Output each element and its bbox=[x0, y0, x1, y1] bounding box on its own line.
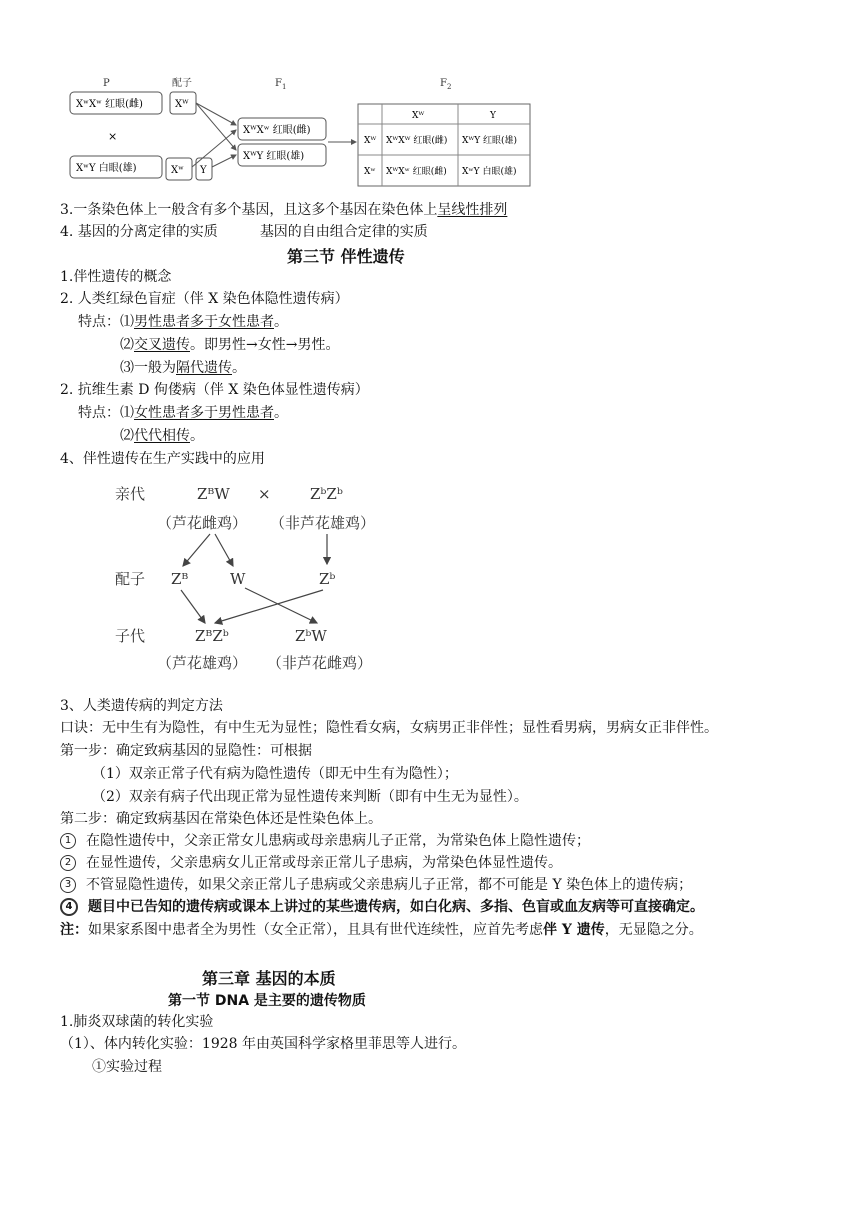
offspring-male-label: （芦花雄鸡） bbox=[157, 654, 248, 672]
feature-1: 特点：⑴男性患者多于女性患者。 bbox=[78, 314, 288, 330]
feature-2: ⑵代代相传。 bbox=[120, 428, 204, 444]
item-1: 1.伴性遗传的概念 bbox=[60, 269, 172, 285]
parent-female-label: （芦花雌鸡） bbox=[157, 514, 248, 532]
col-f1-label: $F_1$ bbox=[275, 78, 287, 91]
cross-sign: × bbox=[108, 130, 118, 143]
chapter-section-title: 第一节 DNA 是主要的遗传物质 bbox=[168, 993, 366, 1009]
line-3: 3.一条染色体上一般含有多个基因，且这多个基因在染色体上呈线性排列 bbox=[60, 202, 508, 218]
mnemonic: 口诀：无中生有为隐性，有中生无为显性；隐性看女病，女病男正非伴性；显性看男病，男病女正非伴性。 bbox=[60, 720, 718, 736]
step-1-a: （1）双亲正常子代有病为隐性遗传（即无中生有为隐性）； bbox=[92, 766, 458, 782]
male-parent: XʷY 白眼(雄) bbox=[76, 163, 137, 174]
f1-female: XᵂXʷ 红眼(雌) bbox=[243, 125, 311, 136]
fruit-fly-cross-diagram bbox=[60, 70, 540, 195]
rule-4: 4 题目中已告知的遗传病或课本上讲过的某些遗传病，如白化病、多指、色盲或血友病等可直接确定。 bbox=[60, 898, 704, 916]
offspring-male: ZᴮZᵇ bbox=[195, 627, 229, 645]
offspring-female: ZᵇW bbox=[295, 627, 327, 645]
item-2: 2. 人类红绿色盲症（伴 X 染色体隐性遗传病） bbox=[60, 291, 349, 307]
table-col2-header: Y bbox=[490, 111, 496, 121]
cross-sign: × bbox=[258, 485, 271, 503]
ch3-item-3: ①实验过程 bbox=[92, 1059, 162, 1075]
table-cell: XᵂXᵂ 红眼(雌) bbox=[386, 136, 448, 146]
table-cell: XᵂXʷ 红眼(雌) bbox=[386, 167, 447, 177]
col-gamete-label: 配子 bbox=[172, 78, 192, 89]
section-title: 第三节 伴性遗传 bbox=[287, 247, 405, 266]
table-col1-header: Xᵂ bbox=[412, 111, 425, 121]
rule-1: 1 在隐性遗传中，父亲正常女儿患病或母亲患病儿子正常，为常染色体上隐性遗传； bbox=[60, 832, 590, 850]
feature-2: ⑵交叉遗传。即男性→女性→男性。 bbox=[120, 337, 340, 353]
ch3-item-2: （1）、体内转化实验：1928 年由英国科学家格里菲思等人进行。 bbox=[60, 1036, 466, 1052]
step-1: 第一步：确定致病基因的显隐性：可根据 bbox=[60, 743, 312, 759]
underlined-answer: 呈线性排列 bbox=[437, 202, 508, 218]
p3-title: 3、人类遗传病的判定方法 bbox=[60, 698, 223, 714]
item-4: 4、伴性遗传在生产实践中的应用 bbox=[60, 451, 265, 467]
item-3: 2. 抗维生素 D 佝偻病（伴 X 染色体显性遗传病） bbox=[60, 382, 369, 398]
row-label-gamete: 配子 bbox=[115, 570, 146, 588]
gamete-w: W bbox=[230, 570, 246, 588]
col-p-label: P bbox=[103, 78, 110, 89]
step-1-b: （2）双亲有病子代出现正常为显性遗传来判断（即有中生无为显性）。 bbox=[92, 789, 528, 805]
row-label-parent: 亲代 bbox=[115, 485, 146, 503]
gamete-xw-upper: Xᵂ bbox=[175, 99, 189, 110]
parent-male-label: （非芦花雄鸡） bbox=[270, 514, 376, 532]
feature-1: 特点：⑴女性患者多于男性患者。 bbox=[78, 405, 288, 421]
col-f2-label: $F_2$ bbox=[440, 78, 452, 91]
table-cell: XʷY 白眼(雄) bbox=[462, 167, 517, 177]
gamete-xw-lower: Xʷ bbox=[171, 165, 184, 176]
table-cell: XᵂY 红眼(雄) bbox=[462, 136, 518, 146]
line-4: 4. 基因的分离定律的实质 基因的自由组合定律的实质 bbox=[60, 224, 428, 240]
parent-male: ZᵇZᵇ bbox=[310, 485, 343, 503]
note: 注：如果家系图中患者全为男性（女全正常），且具有世代连续性，应首先考虑伴 Y 遗传，无显隐之分。 bbox=[60, 922, 703, 938]
feature-3: ⑶一般为隔代遗传。 bbox=[120, 360, 246, 376]
chapter-title: 第三章 基因的本质 bbox=[202, 969, 336, 988]
rule-2: 2 在显性遗传，父亲患病女儿正常或母亲正常儿子患病，为常染色体显性遗传。 bbox=[60, 854, 562, 872]
gamete-zb: Zᴮ bbox=[171, 570, 189, 588]
step-2: 第二步：确定致病基因在常染色体还是性染色体上。 bbox=[60, 811, 382, 827]
female-parent: XʷXʷ 红眼(雌) bbox=[76, 99, 143, 110]
parent-female: ZᴮW bbox=[197, 485, 230, 503]
f1-male: XᵂY 红眼(雄) bbox=[243, 151, 305, 162]
table-row1-header: Xᵂ bbox=[364, 136, 377, 146]
table-row2-header: Xʷ bbox=[364, 167, 376, 177]
rule-3: 3 不管显隐性遗传，如果父亲正常儿子患病或父亲患病儿子正常，都不可能是 Y 染色体上的遗传病； bbox=[60, 876, 692, 894]
chicken-cross-diagram bbox=[105, 478, 405, 678]
gamete-y: Y bbox=[200, 165, 207, 176]
row-label-offspring: 子代 bbox=[115, 627, 146, 645]
gamete-zb-male: Zᵇ bbox=[319, 570, 336, 588]
offspring-female-label: （非芦花雌鸡） bbox=[267, 654, 373, 672]
ch3-item-1: 1.肺炎双球菌的转化实验 bbox=[60, 1014, 214, 1030]
